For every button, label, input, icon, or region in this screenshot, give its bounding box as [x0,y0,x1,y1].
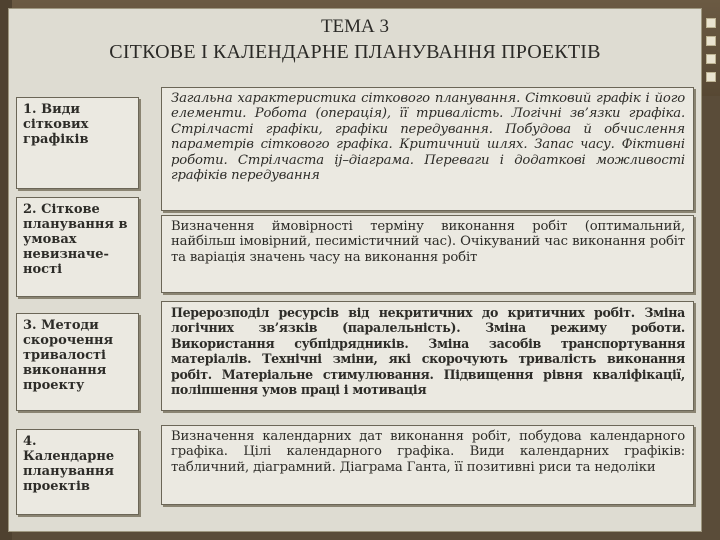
section-description: Перерозподіл ресурсів від некритичних до критичних робіт. Зміна логічних зв’язків (паралельність). Зміна режиму роботи. Використання субпідрядників. Зміна засобів транспортування матеріалів. Технічні зміни, які скорочують тривалість виконання робіт. Матеріальне стимулювання. Підвищення рівня кваліфікації, поліпшення умов праці і мотивація [171,305,685,398]
slide-frame [8,8,702,532]
section-description: Визначення ймовірності терміну виконання робіт (оптимальний, найбільш імовірний, песимістичний час). Очікуваний час виконання робіт та варіація значень часу на виконання робіт [171,219,685,265]
decorative-square [706,72,716,82]
section-description: Визначення календарних дат виконання робіт, побудова календарного графіка. Цілі календарного графіка. Види календарних графіків: табличний, діаграмний. Діаграма Ганта, її позитивні риси та недоліки [171,429,685,475]
section-description-box [161,425,694,505]
decorative-square [706,18,716,28]
section-label-box [16,429,139,515]
section-description-box [161,301,694,411]
section-label: 2. Сіткове планування в умовах невизначе-ності [23,202,128,277]
section-label-box [16,313,139,411]
decorative-square [706,54,716,64]
section-label: 4. Календарне планування проектів [23,434,115,494]
topic-title: СІТКОВЕ І КАЛЕНДАРНЕ ПЛАНУВАННЯ ПРОЕКТІВ [109,41,601,63]
topic-number: ТЕМА 3 [320,16,390,37]
section-label: 1. Види сіткових графіків [23,102,89,147]
decorative-square [706,36,716,46]
section-description: Загальна характеристика сіткового планування. Сітковий графік і його елементи. Робота (операція), її тривалість. Логічні зв’язки графіка. Стрілчасті графіки, графіки передування. Побудова й обчислення параметрів сіткового графіка. Критичний шлях. Запас часу. Фіктивні роботи. Стрілчаста ij–діаграма. Переваги і додаткові можливості графіків передування [171,91,685,184]
section-label: 3. Методи скорочення тривалості виконання проекту [23,318,114,393]
slide-title [9,15,701,65]
section-label-box [16,197,139,297]
section-description-box [161,87,694,211]
section-description-box [161,215,694,293]
section-label-box [16,97,139,189]
